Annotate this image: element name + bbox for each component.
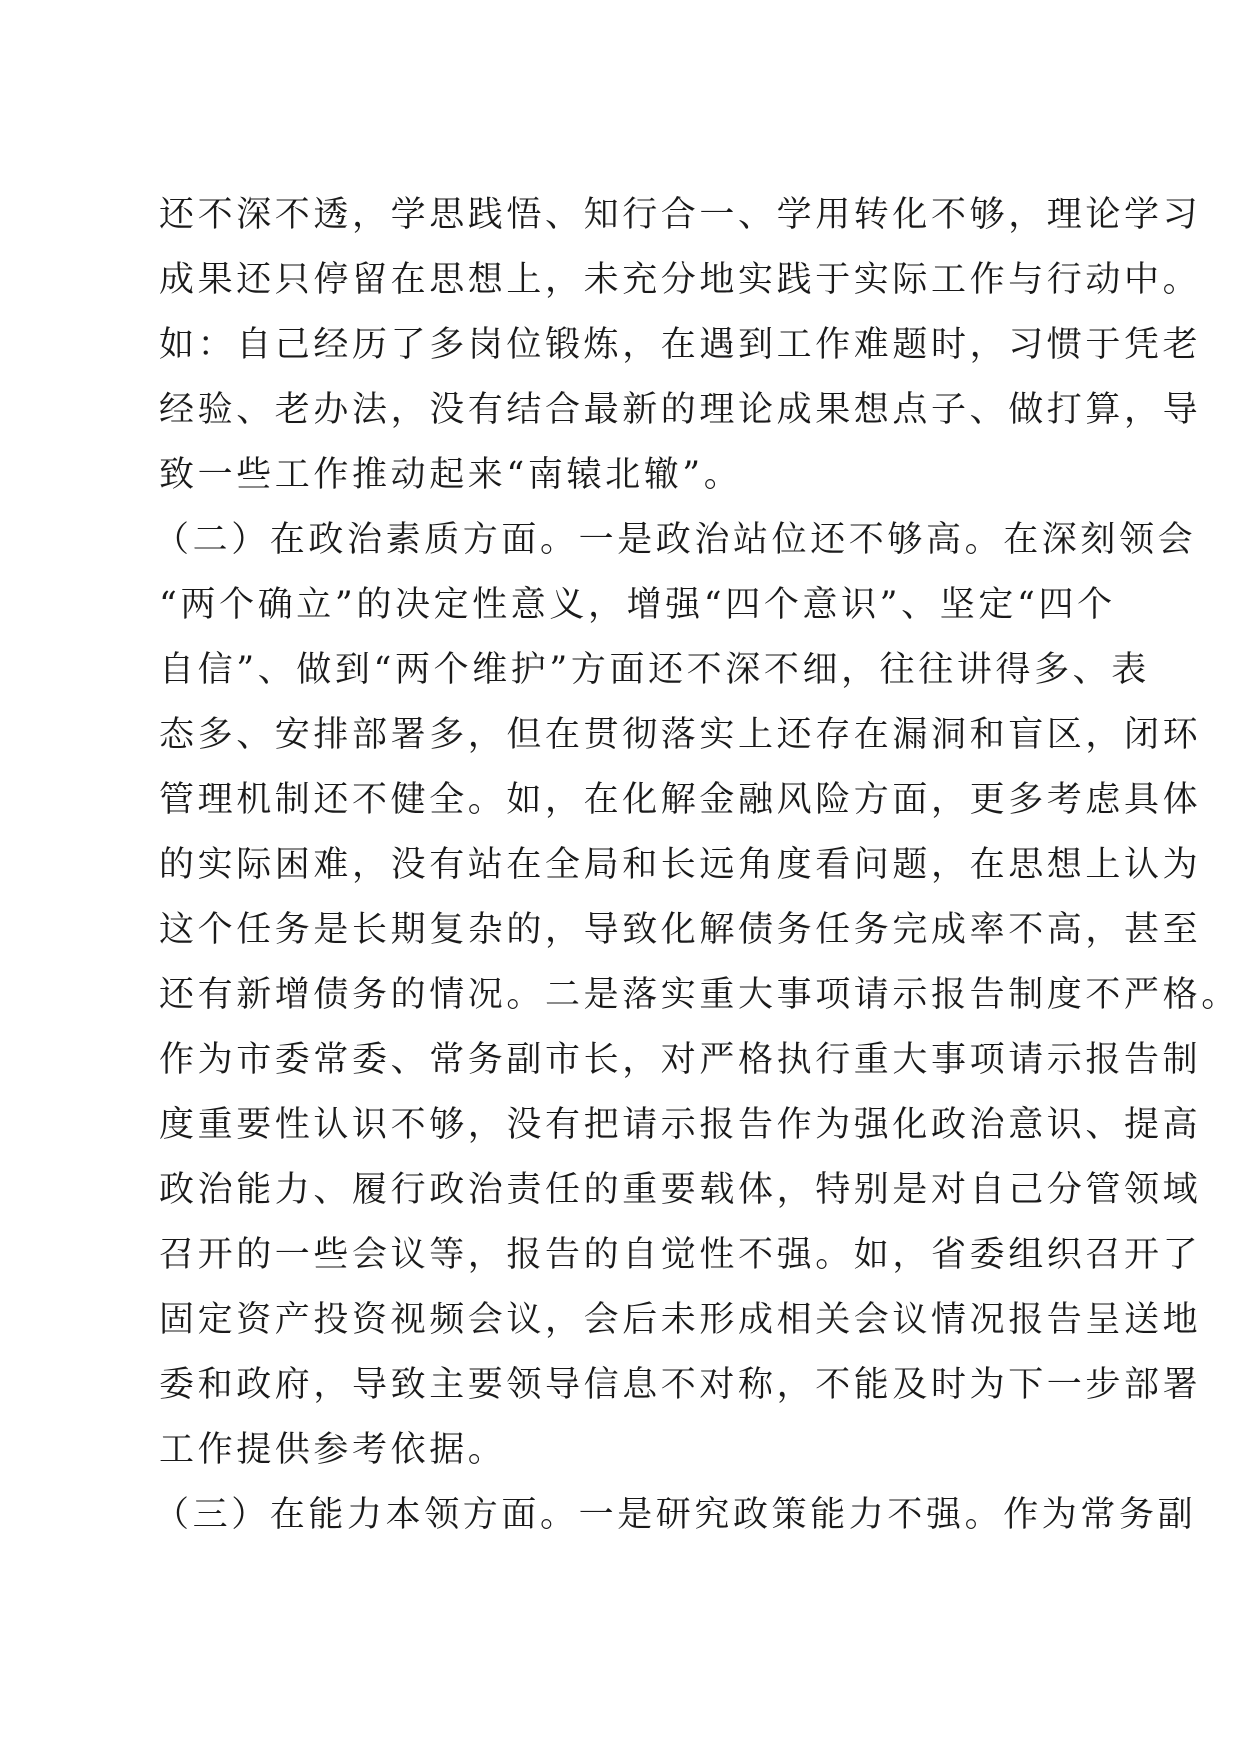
text-line: 这个任务是长期复杂的，导致化解债务任务完成率不高，甚至 (159, 910, 1202, 950)
text-line: 固定资产投资视频会议，会后未形成相关会议情况报告呈送地 (159, 1300, 1202, 1340)
text-line: 成果还只停留在思想上，未充分地实践于实际工作与行动中。 (159, 260, 1202, 300)
text-line: 作为市委常委、常务副市长，对严格执行重大事项请示报告制 (159, 1040, 1202, 1080)
section-heading-line: （二）在政治素质方面。一是政治站位还不够高。在深刻领会 (154, 520, 1197, 560)
text-line: “两个确立”的决定性意义，增强“四个意识”、坚定“四个 (159, 585, 1116, 625)
text-line: 经验、老办法，没有结合最新的理论成果想点子、做打算，导 (159, 390, 1202, 430)
section-heading-line: （三）在能力本领方面。一是研究政策能力不强。作为常务副 (154, 1495, 1197, 1535)
text-line: 致一些工作推动起来“南辕北辙”。 (159, 455, 743, 495)
text-line: 还有新增债务的情况。二是落实重大事项请示报告制度不严格。 (159, 975, 1240, 1015)
text-line: 工作提供参考依据。 (159, 1430, 507, 1470)
text-line: 如：自己经历了多岗位锻炼，在遇到工作难题时，习惯于凭老 (159, 325, 1202, 365)
text-line: 管理机制还不健全。如，在化解金融风险方面，更多考虑具体 (159, 780, 1202, 820)
text-line: 召开的一些会议等，报告的自觉性不强。如，省委组织召开了 (159, 1235, 1202, 1275)
text-line: 态多、安排部署多，但在贯彻落实上还存在漏洞和盲区，闭环 (159, 715, 1202, 755)
text-line: 度重要性认识不够，没有把请示报告作为强化政治意识、提高 (159, 1105, 1202, 1145)
text-line: 自信”、做到“两个维护”方面还不深不细，往往讲得多、表 (159, 650, 1150, 690)
text-line: 还不深不透，学思践悟、知行合一、学用转化不够，理论学习 (159, 195, 1202, 235)
body-text (154, 183, 1240, 1548)
text-line: 的实际困难，没有站在全局和长远角度看问题，在思想上认为 (159, 845, 1202, 885)
text-line: 政治能力、履行政治责任的重要载体，特别是对自己分管领域 (159, 1170, 1202, 1210)
text-line: 委和政府，导致主要领导信息不对称，不能及时为下一步部署 (159, 1365, 1202, 1405)
